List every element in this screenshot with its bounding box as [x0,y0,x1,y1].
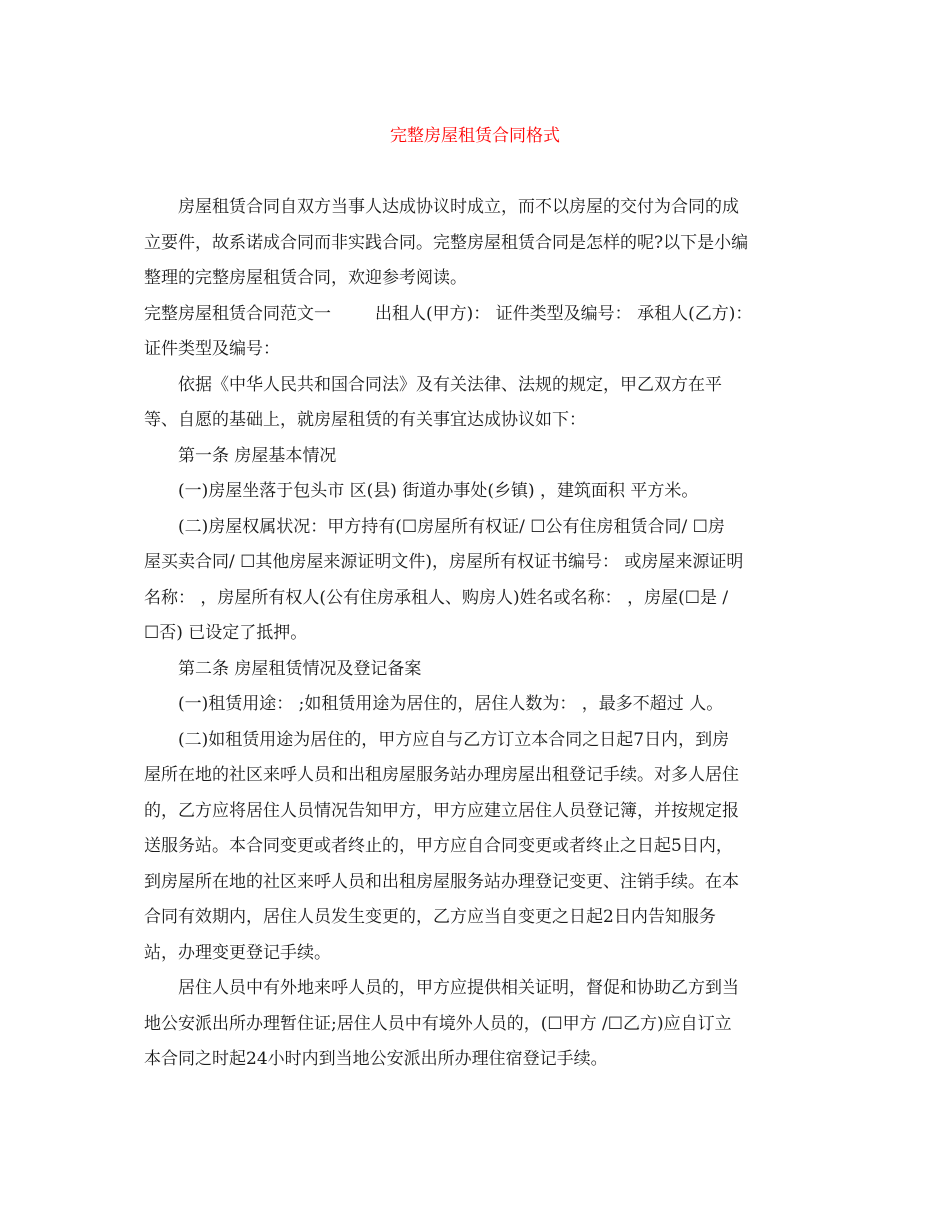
paragraph-line: 等、自愿的基础上，就房屋租赁的有关事宜达成协议如下： [144,410,586,430]
paragraph-line: 的，乙方应将居住人员情况告知甲方，甲方应建立居住人员登记簿，并按规定报 [144,800,739,821]
paragraph-line: 本合同之时起24小时内到当地公安派出所办理住宿登记手续。 [144,1049,608,1069]
paragraph-line: 屋所在地的社区来呼人员和出租房屋服务站办理房屋出租登记手续。对多人居住 [144,765,739,785]
article-heading: 第二条 房屋租赁情况及登记备案 [178,658,422,679]
paragraph-line: 立要件，故系诺成合同而非实践合同。完整房屋租赁合同是怎样的呢?以下是小编 [144,232,749,253]
parties-text: 出租人(甲方)： 证件类型及编号： 承租人(乙方)： [375,303,753,324]
paragraph-line: 站，办理变更登记手续。 [144,942,331,963]
paragraph-line: 到房屋所在地的社区来呼人员和出租房屋服务站办理登记变更、注销手续。在本 [144,871,739,892]
paragraph-line: 送服务站。本合同变更或者终止的，甲方应自合同变更或者终止之日起5日内， [144,836,733,856]
paragraph-line-parties [144,297,809,333]
paragraph-line: 屋买卖合同/ ☐其他房屋来源证明文件)，房屋所有权证书编号： 或房屋来源证明 [144,552,744,572]
document-title: 完整房屋租赁合同格式 [390,126,560,146]
paragraph-line: 名称： ，房屋所有权人(公有住房承租人、购房人)姓名或名称： ，房屋(☐是 / [144,587,729,608]
paragraph-line: (一)租赁用途： ;如租赁用途为居住的，居住人数为： ，最多不超过 人。 [178,694,724,714]
document-body [144,190,809,1078]
paragraph-line: 地公安派出所办理暂住证;居住人员中有境外人员的，(☐甲方 /☐乙方)应自订立 [144,1013,732,1034]
paragraph-line: (二)如租赁用途为居住的，甲方应自与乙方订立本合同之日起7日内，到房 [178,729,730,750]
paragraph-line: (一)房屋坐落于包头市 区(县) 街道办事处(乡镇) ，建筑面积 平方米。 [178,481,699,501]
article-heading: 第一条 房屋基本情况 [178,445,337,466]
paragraph-line: 合同有效期内，居住人员发生变更的，乙方应当自变更之日起2日内告知服务 [144,907,716,927]
paragraph-line: 依据《中华人民共和国合同法》及有关法律、法规的规定，甲乙双方在平 [178,374,722,395]
paragraph-line: 房屋租赁合同自双方当事人达成协议时成立，而不以房屋的交付为合同的成 [178,197,739,217]
paragraph-line: (二)房屋权属状况：甲方持有(☐房屋所有权证/ ☐公有住房租赁合同/ ☐房 [178,516,725,537]
sample-heading: 完整房屋租赁合同范文一 [144,303,331,324]
paragraph-line: ☐否) 已设定了抵押。 [144,623,308,643]
paragraph-line: 整理的完整房屋租赁合同，欢迎参考阅读。 [144,268,467,288]
paragraph-line: 证件类型及编号： [144,339,280,359]
paragraph-line: 居住人员中有外地来呼人员的，甲方应提供相关证明，督促和协助乙方到当 [178,978,739,998]
